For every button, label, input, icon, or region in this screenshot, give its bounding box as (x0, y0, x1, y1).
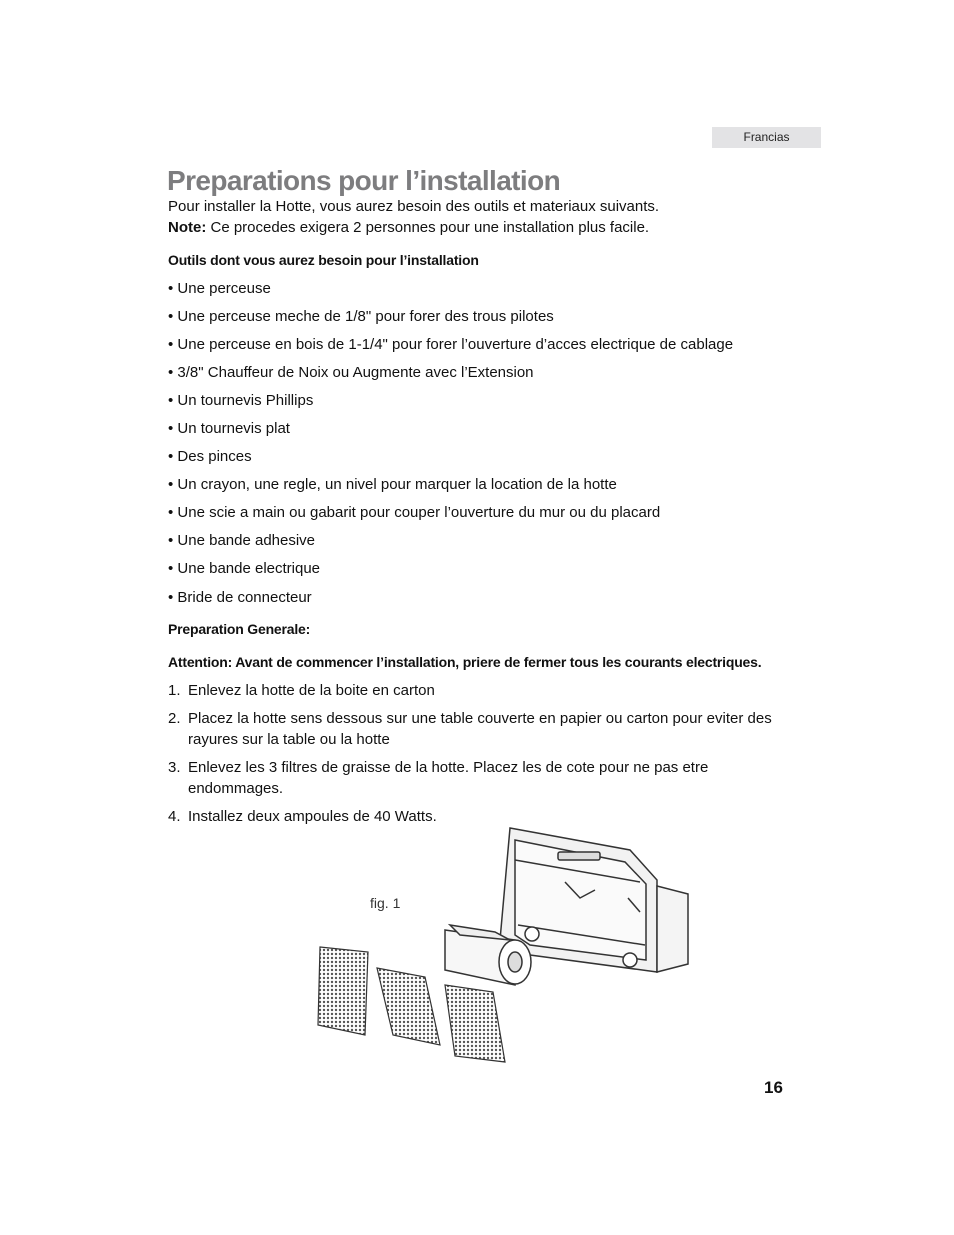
step-text: Placez la hotte sens dessous sur une table couverte en papier ou carton pour eviter des rayures sur la table ou la hotte (188, 710, 772, 748)
note-paragraph (168, 217, 649, 238)
tool-item: • Des pinces (168, 448, 252, 465)
attention-text: Attention: Avant de commencer l’installation, priere de fermer tous les courants electriques. (168, 654, 762, 670)
step-text: Enlevez la hotte de la boite en carton (188, 682, 435, 699)
step-number: 3. (168, 759, 181, 776)
intro-text: Pour installer la Hotte, vous aurez besoin des outils et materiaux suivants. (168, 198, 660, 215)
tool-item: • Une bande adhesive (168, 532, 316, 549)
step-item (168, 757, 788, 799)
tool-item: • Une perceuse meche de 1/8" pour forer des trous pilotes (168, 308, 554, 325)
figure-label: fig. 1 (370, 895, 401, 911)
step-item (168, 680, 788, 701)
note-label: Note: (168, 219, 207, 236)
tool-item: • Bride de connecteur (168, 589, 312, 606)
tool-item: • Une bande electrique (168, 560, 321, 577)
range-hood-illustration (310, 820, 700, 1070)
step-text: Enlevez les 3 filtres de graisse de la hotte. Placez les de cote pour ne pas etre endommages. (188, 759, 709, 797)
step-number: 1. (168, 682, 181, 699)
tool-item: • Un tournevis Phillips (168, 392, 314, 409)
tool-item: • Un crayon, une regle, un nivel pour marquer la location de la hotte (168, 476, 617, 493)
page-number: 16 (764, 1078, 783, 1097)
page-title: Preparations pour l’installation (167, 165, 561, 196)
tool-item: • Une scie a main ou gabarit pour couper l’ouverture du mur ou du placard (168, 504, 661, 521)
tool-item: • 3/8" Chauffeur de Noix ou Augmente avec l’Extension (168, 364, 534, 381)
step-item (168, 708, 788, 750)
prep-heading: Preparation Generale: (168, 621, 311, 637)
step-text: Installez deux ampoules de 40 Watts. (188, 808, 437, 825)
step-number: 4. (168, 808, 181, 825)
step-number: 2. (168, 710, 181, 727)
tools-heading: Outils dont vous aurez besoin pour l’installation (168, 252, 479, 268)
tool-item: • Une perceuse en bois de 1-1/4" pour forer l’ouverture d’acces electrique de cablage (168, 336, 734, 353)
note-text: Ce procedes exigera 2 personnes pour une installation plus facile. (206, 219, 650, 236)
tool-item: • Une perceuse (168, 280, 271, 297)
tool-item: • Un tournevis plat (168, 420, 290, 437)
language-tab: Francias (712, 127, 821, 148)
